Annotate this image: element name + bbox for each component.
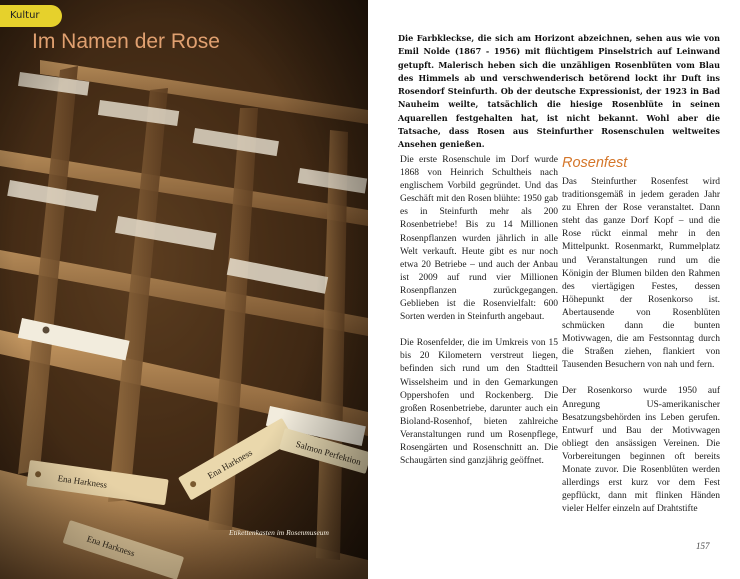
page-title: Im Namen der Rose xyxy=(32,30,220,53)
photo-label-box xyxy=(0,0,368,579)
text-column-left xyxy=(400,154,558,481)
photo-caption: Etikettenkasten im Rosenmuseum xyxy=(229,528,329,537)
text-column-right xyxy=(562,154,720,529)
paragraph: Die erste Rosenschule im Dorf wurde 1868 von Heinrich Schultheis nach englischem Vorbild gegründet. Und das Geschäft mit den Rosen blühte: 1950 gab es in Steinfurth mehr als 200 Rosenbetriebe! Bis zu 14 Millionen Rosenpflanzen wurden jährlich in alle Welt verkauft. Heute gibt es nur noch etwa 20 Betriebe – und auch der Anbau ist 2009 auf rund vier Millionen Rosenpflanzen zurückgegangen. Geblieben ist die Rosenvielfalt: 600 Sorten werden in Steinfurth angebaut. xyxy=(400,155,558,323)
page-number: 157 xyxy=(696,541,710,551)
subheading: Rosenfest xyxy=(562,155,628,171)
photo-illustration xyxy=(0,0,368,579)
paragraph: Die Rosenfelder, die im Umkreis von 15 bis 20 Kilometern verstreut liegen, befinden sich rund um den Stadtteil Wisselsheim und in den Gemarkungen Oppershofen und Rockenberg. Die großen Rosenbetriebe, darunter auch ein Bioland-Rosenhof, bieten zahlreiche Veranstaltungen rund um Rosenpflege, Rosengärten und Rosenschnitt an. Die Schaugärten sind ganzjährig geöffnet. xyxy=(400,338,558,467)
paragraph: Das Steinfurther Rosenfest wird traditionsgemäß in jedem geraden Jahr zu Ehren der Rose veranstaltet. Dann steht das ganze Dorf Kopf – und die Rose rückt einmal mehr in den Mittelpunkt. Rosenmarkt, Rummelplatz und Veranstaltungen rund um die Königin der Blumen bilden den Rahmen des viertägigen Festes, dessen Höhepunkt der Rosenkorso ist. Abertausende von Rosenblüten schmücken dann die bunten Motivwagen, die am Festsonntag durch die Straßen ziehen, flankiert von Tausenden Besuchern von nah und fern. xyxy=(562,177,720,371)
section-tab: Kultur xyxy=(0,5,62,27)
paragraph: Der Rosenkorso wurde 1950 auf Anregung US-amerikanischer Besatzungsbehörden ins Leben gerufen. Entwurf und Bau der Motivwagen obliegt den ansässigen Vereinen. Die Vorbereitungen beginnen oft bereits Monate zuvor. Die Rosenblüten werden allerdings erst kurz vor dem Fest gepflückt, dann mit flinken Händen vieler Helfer einzeln auf Drahtstifte xyxy=(562,386,720,515)
intro-paragraph: Die Farbkleckse, die sich am Horizont abzeichnen, sehen aus wie von Emil Nolde (1867 - 1956) mit flüchtigem Pinselstrich auf Leinwand getupft. Malerisch heben sich die unzähligen Rosenblüten vom Blau des Himmels ab und verschwenderisch betörend lockt ihr Duft ins Rosendorf Steinfurth. Ob der deutsche Expressionist, der 1923 in Bad Nauheim weilte, tatsächlich die hiesige Rosenblüte in seinen Aquarellen festgehalten hat, ist nicht bekannt. Wohl aber die Tatsache, dass Rosen aus Steinfurther Rosenschulen weltweites Ansehen genießen. xyxy=(398,33,720,150)
